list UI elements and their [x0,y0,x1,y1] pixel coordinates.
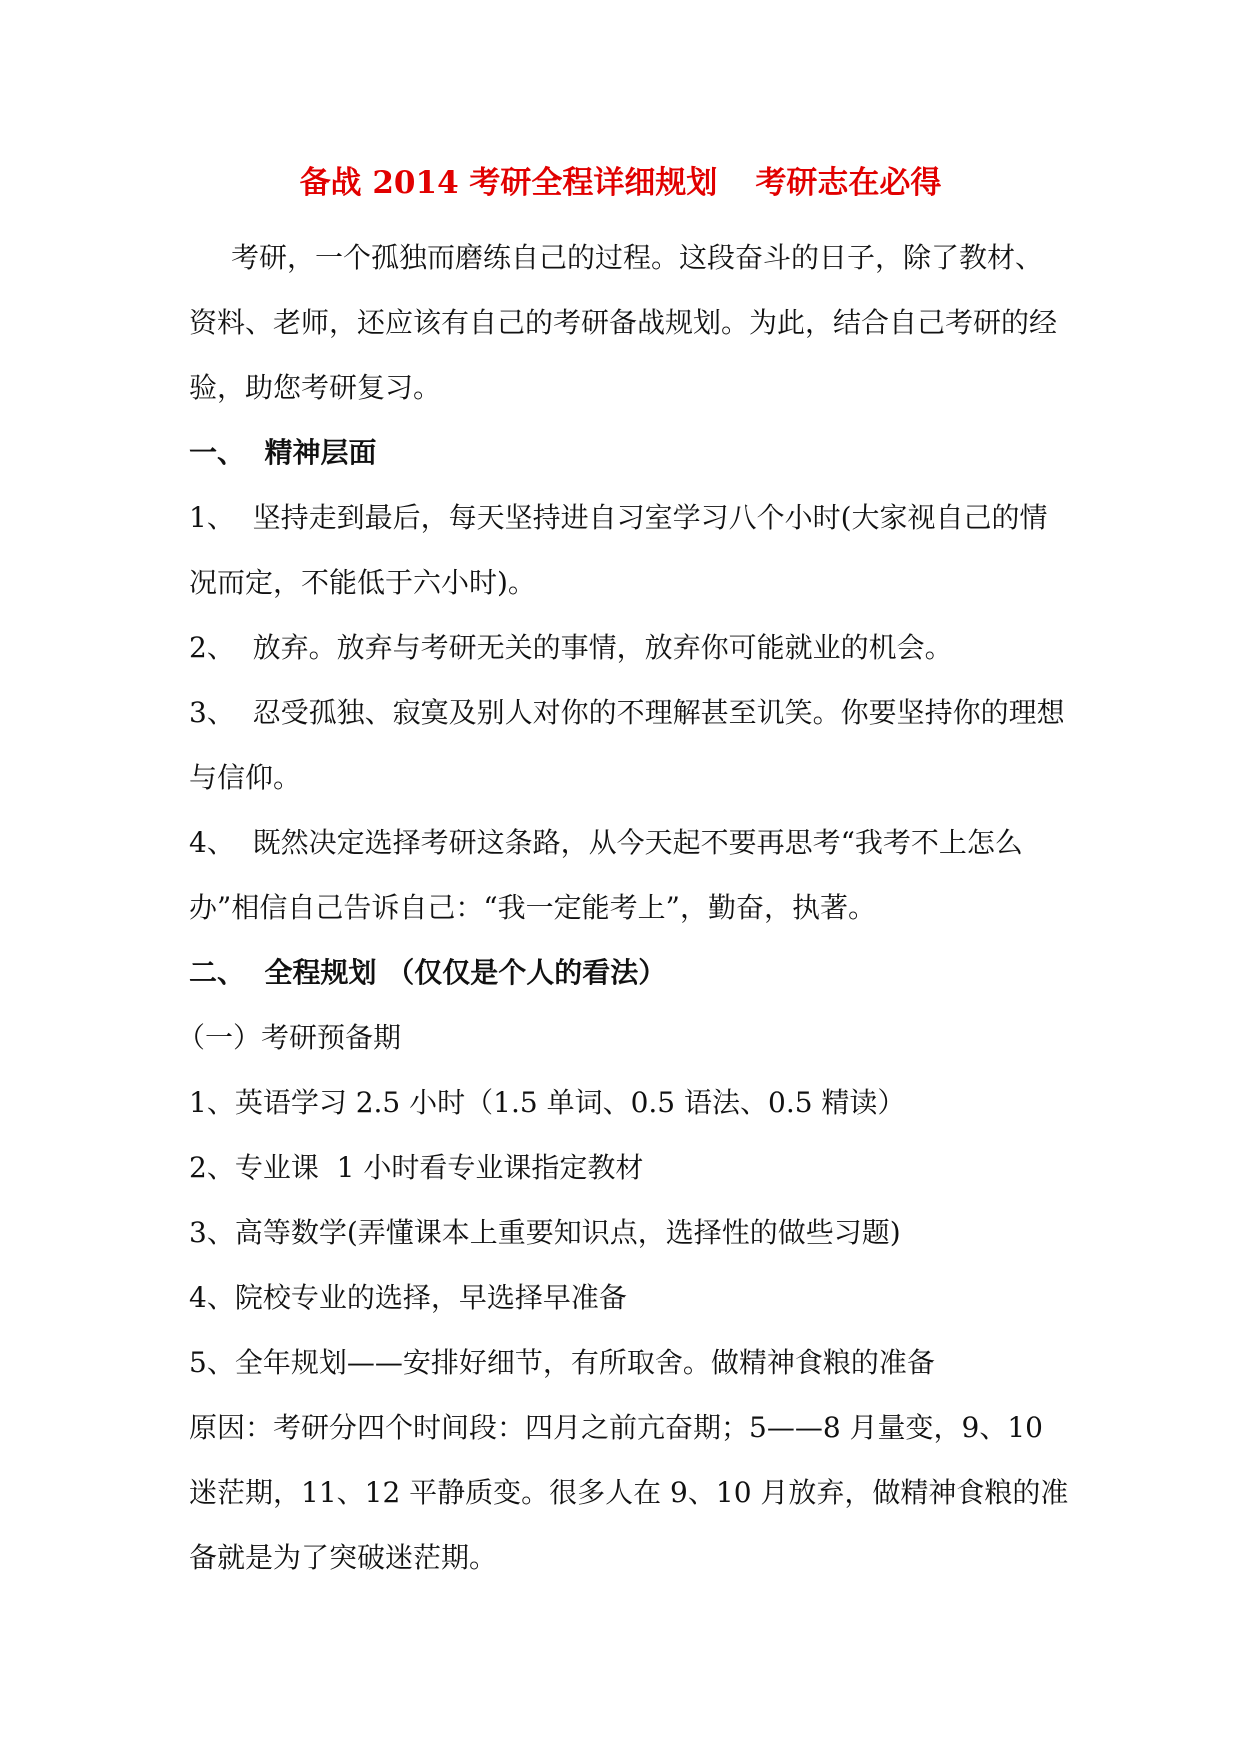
title-sub: 考研志在必得 [755,165,942,201]
list-item: 3、高等数学(弄懂课本上重要知识点，选择性的做些习题) [189,1216,901,1249]
list-item: 4、院校专业的选择，早选择早准备 [189,1281,627,1314]
section-heading-spirit: 一、 精神层面 [189,436,377,469]
subsection-heading: （一）考研预备期 [177,1021,402,1054]
list-item: 1、 坚持走到最后，每天坚持进自习室学习八个小时(大家视自己的情况而定，不能低于六小时)。 [189,501,1048,599]
reason-paragraph: 原因：考研分四个时间段：四月之前亢奋期；5——8 月量变，9、10 迷茫期，11、12 平静质变。很多人在 9、10 月放弃，做精神食粮的准备就是为了突破迷茫期。 [189,1411,1069,1574]
list-item: 3、 忍受孤独、寂寞及别人对你的不理解甚至讥笑。你要坚持你的理想与信仰。 [189,696,1065,794]
list-item: 4、 既然决定选择考研这条路，从今天起不要再思考“我考不上怎么办”相信自己告诉自己：“我一定能考上”，勤奋，执著。 [189,826,1023,924]
section-heading-plan: 二、 全程规划 （仅仅是个人的看法） [189,956,667,989]
list-item: 2、 放弃。放弃与考研无关的事情，放弃你可能就业的机会。 [189,631,953,664]
list-item: 2、专业课 1 小时看专业课指定教材 [189,1151,644,1184]
list-item: 5、全年规划——安排好细节，有所取舍。做精神食粮的准备 [189,1346,935,1379]
list-item: 1、英语学习 2.5 小时（1.5 单词、0.5 语法、0.5 精读） [189,1086,906,1119]
intro-paragraph: 考研，一个孤独而磨练自己的过程。这段奋斗的日子，除了教材、资料、老师，还应该有自己的考研备战规划。为此，结合自己考研的经验，助您考研复习。 [189,241,1058,404]
document-body [177,225,1069,1590]
document-title [0,163,1241,203]
title-main: 备战 2014 考研全程详细规划 [299,165,718,201]
